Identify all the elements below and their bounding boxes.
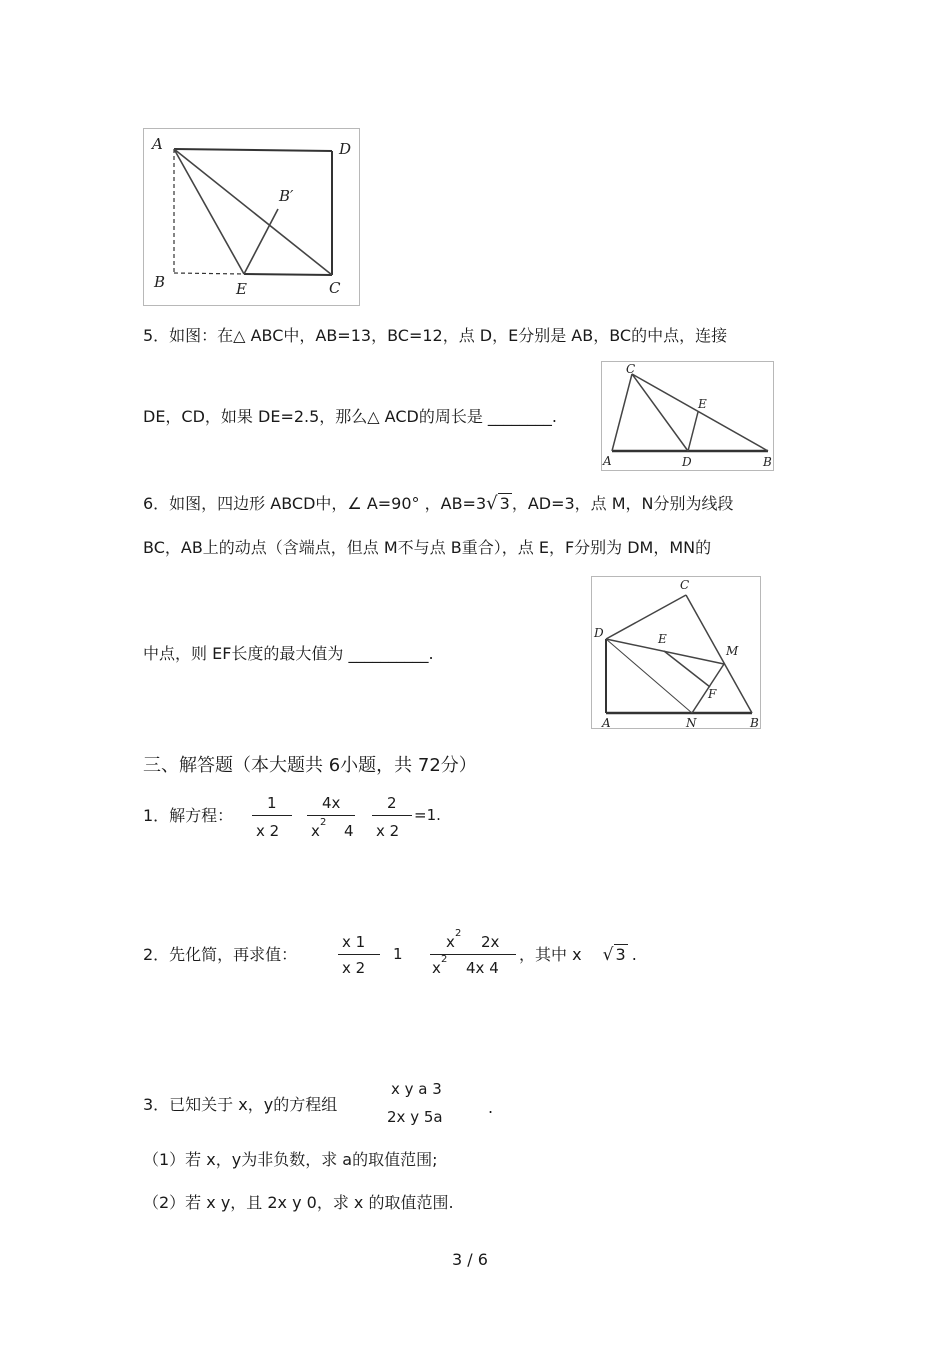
label-C: C [626, 362, 636, 376]
p2-one: 1 [393, 945, 403, 963]
p1-f3-bar [372, 815, 412, 816]
p3-eq2: 2x y 5a [387, 1108, 443, 1126]
label-D: D [339, 140, 352, 158]
p2-end: . [631, 945, 637, 964]
p2-mid [519, 945, 637, 965]
label-B: B [750, 716, 759, 728]
sqrt-symbol: √ [486, 493, 498, 514]
p1-f1-bar [252, 815, 292, 816]
p1-f2-den-rest: 4 [344, 822, 354, 840]
p1-f2-den-exp: 2 [320, 817, 327, 828]
p1-f2-num: 4x [322, 794, 341, 812]
p2-f2-num-exp: 2 [455, 928, 462, 939]
p2-f2-num-x: x [446, 933, 455, 951]
p2-f2-den-exp: 2 [441, 954, 448, 965]
label-B-prime: B′ [279, 187, 294, 205]
p2-f2-num-rest: 2x [481, 933, 500, 951]
label-D: D [682, 455, 692, 469]
label-F: F [708, 687, 717, 701]
p1-f2-den-x: x [311, 822, 320, 840]
q6-line1-b: ，AD=3，点 M，N分别为线段 [511, 494, 734, 513]
p2-f2-den-x: x [432, 959, 441, 977]
p2-prefix: 2．先化简，再求值： [143, 945, 298, 964]
p3-end: . [488, 1098, 494, 1117]
p3-sub2: （2）若 x y，且 2x y 0，求 x 的取值范围. [143, 1193, 454, 1212]
figure-fold-rectangle [143, 128, 360, 306]
label-D: D [594, 626, 604, 640]
p1-prefix: 1．解方程： [143, 806, 234, 825]
label-E: E [698, 397, 707, 411]
q6-sqrt-value: 3 [499, 494, 510, 513]
label-B: B [154, 273, 166, 291]
label-A: A [602, 716, 611, 728]
q6-line1-a: 6．如图，四边形 ABCD中，∠ A=90° ，AB=3 [143, 494, 487, 513]
p1-f2-bar [307, 815, 355, 816]
p1-f1-num: 1 [267, 794, 277, 812]
p2-f2-den-rest: 4x 4 [466, 959, 499, 977]
p1-f3-den: x 2 [376, 822, 400, 840]
label-B: B [763, 455, 772, 469]
figure-triangle-abc [601, 361, 774, 471]
page-number: 3 / 6 [452, 1250, 488, 1269]
p2-f1-num: x 1 [342, 933, 366, 951]
label-C: C [680, 578, 690, 592]
p2-mid-text: ，其中 x [519, 945, 582, 964]
label-M: M [726, 644, 739, 658]
figure-quadrilateral-abcd [591, 576, 761, 729]
q6-line2: BC，AB上的动点（含端点，但点 M不与点 B重合），点 E，F分别为 DM，MN的 [143, 538, 712, 557]
p2-sqrt-value: 3 [615, 945, 626, 964]
p1-f3-num: 2 [387, 794, 397, 812]
p1-suffix: =1. [414, 806, 441, 824]
q5-line2: DE，CD，如果 DE=2.5，那么△ ACD的周长是 ________. [143, 407, 558, 426]
label-A: A [603, 454, 612, 468]
sqrt-symbol: √ [602, 945, 614, 965]
q6-line3: 中点，则 EF长度的最大值为 __________. [143, 644, 434, 663]
label-E: E [236, 280, 247, 298]
label-C: C [329, 279, 341, 297]
q6-line1 [143, 494, 734, 514]
p2-f1-den: x 2 [342, 959, 366, 977]
q5-line1: 5．如图：在△ ABC中，AB=13，BC=12，点 D，E分别是 AB，BC的中点，连接 [143, 326, 728, 345]
p1-f1-den: x 2 [256, 822, 280, 840]
p3-sub1: （1）若 x，y为非负数，求 a的取值范围; [143, 1150, 438, 1169]
p3-eq1: x y a 3 [391, 1080, 442, 1098]
p2-f1-bar [338, 954, 380, 955]
p3-prefix: 3．已知关于 x，y的方程组 [143, 1095, 338, 1114]
label-N: N [686, 716, 697, 728]
label-E: E [658, 632, 667, 646]
section-title: 三、解答题（本大题共 6小题，共 72分） [143, 755, 477, 776]
label-A: A [152, 135, 163, 153]
